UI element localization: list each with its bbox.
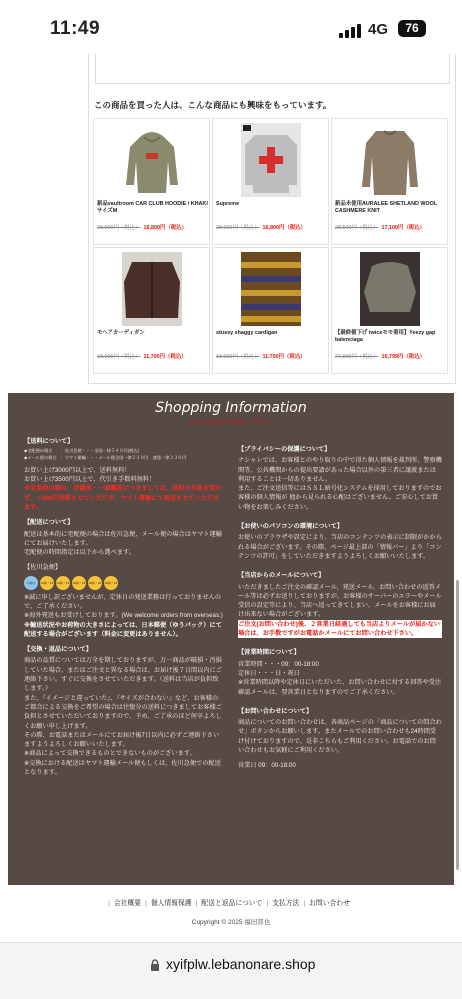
product-card[interactable] [331, 247, 448, 374]
sale-price: 16,800円（税込） [143, 225, 187, 231]
shipping-rate-line: ◆宅配便の場合 ：佐川急便・・・全国一律５４０円(税込) [24, 448, 139, 454]
product-name: Supreme [216, 201, 240, 207]
mail-text: いただきましたご注文の確認メール、発送メール、お問い合わせの返答メール等は必ずお送りしておりますが、お客様のサーバーのエラーやメール受信の設定等により、当店へ返ってきてしまい、メールをお客様にお届け出来ない場合がございます。 [238, 583, 442, 619]
delivery-heading: 【配送について】 [24, 519, 74, 527]
hours-text: 定休日・・・日・祝日 [238, 669, 300, 677]
time-slot: 12時～14 [40, 576, 54, 590]
delivery-text: 配送は基本的に宅配便の場合は佐川急便、メール便の場合はヤマト運輸にてお届けいたします。 [24, 530, 222, 547]
contact-text: 商品についてのお問い合わせは、各商品ページの「商品についての問合わせ」ボタンからお願いします。またメールでのお問い合わせも24時間受け付けておりますので、是非こちらもご利用ください。お電話でのお問い合わせもお気軽にご利用ください。 [238, 719, 442, 755]
old-price: 18,000円（税込） [216, 354, 260, 360]
yupack-notice: ※輸送状況やお荷物の大きさによっては、日本郵便（ゆうパック）にて配送する場合がございます（料金に変更はありません）。 [24, 621, 222, 638]
jacket-image [360, 252, 420, 326]
footer-link-contact[interactable]: お問い合わせ [309, 900, 350, 907]
shipping-heading: 【送料について】 [24, 438, 74, 445]
pc-heading: 【お使いのパソコンの環境について】 [238, 523, 343, 531]
time-slot: 18時～20 [88, 576, 102, 590]
product-card[interactable] [212, 118, 329, 245]
product-card[interactable] [93, 118, 210, 245]
sale-price: 11,700円（税込） [262, 354, 306, 360]
lock-icon [150, 959, 160, 971]
privacy-text: ナシャレでは、お客様とのやり取りの中で得た個人情報を裁判所、警察機関等、公共機関からの提出要請があった場合以外の第三者に譲渡または利用することは一切ありません。 [238, 457, 442, 483]
old-price: 28,000円（税込） [97, 225, 141, 231]
related-products-title: この商品を買った人は、こんな商品にも興味をもっています。 [94, 100, 332, 110]
info-title: Shopping Information [155, 400, 307, 416]
product-name: 新品未使用AURALEE SHETLAND WOOL CASHMERE KNIT [335, 201, 438, 215]
holiday-notice: ※誠に申し訳ございませんが、定休日の発送業務は行っておりませんので、ご了承ください。 [24, 593, 221, 610]
status-time: 11:49 [50, 18, 101, 39]
knit-sweater-image [360, 123, 420, 197]
signal-icon [339, 24, 361, 38]
contact-heading: 【お問い合わせについて】 [238, 707, 313, 715]
sweatshirt-grey-image [241, 123, 301, 197]
sale-price: 16,799円（税込） [381, 354, 425, 360]
hours-text: ※営業時間以降や定休日にいただいた、お問い合わせに対する回答や受注確認メールは、翌営業日となりますのでご了承ください。 [238, 679, 442, 696]
old-price: 27,999円（税込） [335, 354, 379, 360]
product-name: 【最終値下げ twiceモモ着用】Yeezy gap balenciaga [335, 330, 436, 344]
footer-links: | 会社概要 | 個人情報保護 | 配送と返品について | 支払方法 | お問い合わせ [108, 900, 350, 907]
old-price: 28,500円（税込） [335, 225, 379, 231]
exchange-text: その際、お電話またはメールにてお届け後7日以内に必ずご連絡下さいますようよろしくお願いいたします。 [24, 731, 220, 749]
info-right-column [238, 439, 442, 771]
time-slot: 午前中 [24, 576, 38, 590]
product-name: モヘアカーディガン [97, 330, 145, 336]
mail-warning: ご注文(お問い合わせ)後、２営業日経過しても当店よりメールが届かない場合は、お手数ですがお電話かメールにてお問い合わせ下さい。 [238, 620, 440, 638]
product-card[interactable] [93, 247, 210, 374]
footer-link-shipping[interactable]: 配送と返品について [201, 900, 263, 907]
exchange-text: また、『イメージと違っていた』、『サイズが合わない』など、お客様のご都合による交換をご希望の場合は往復分の送料につきましてお客様ご負担とさせていただいておりますので、予め、ご了承のほど何卒よろしくお願い申し上げます。 [24, 694, 222, 730]
privacy-text: また、ご注文送信等にはＳＳＬ暗号化システムを採用しておりますのでお客様の個人情報が 他から見られる心配はございません。ご安心してお買い物をお楽しみください。 [238, 485, 442, 511]
footer-link-company[interactable]: 会社概要 [113, 900, 142, 907]
product-name: stussy shaggy cardigan [216, 330, 278, 336]
mohair-cardigan-image [122, 252, 182, 326]
address-bar[interactable] [0, 942, 462, 999]
exchange-text: 商品の品質については万全を期しておりますが、万一商品が破損・汚損していた場合、またはご注文と異なる場合は、お届け後７日間以内にご連絡下さい。すぐに交換をさせていただきます。（送料は当店が負担致します。） [24, 657, 222, 693]
time-slot: 19時～21 [104, 576, 118, 590]
status-bar [0, 0, 462, 54]
sagawa-heading: 【佐川急便】 [24, 564, 62, 572]
pc-text: お使いのブラウザや設定により、当店のコンテンツの表示に制限がかかられる場合がございます。その際、ページ最上部の「情報バー」より「コンテンツの許可」をしていただきますようよろしくお願いいたします。 [238, 534, 442, 560]
shipping-rate-line: ◆メール便の場合 ：ヤマト運輸・・・メール便全国一律２２０円 速達一律３３０円 [24, 455, 187, 461]
mail-heading: 【当店からのメールについて】 [238, 572, 325, 580]
info-left-column [24, 431, 224, 777]
old-price: 28,000円（税込） [216, 225, 260, 231]
shopping-information-panel [8, 393, 454, 885]
contact-hours: 営業日 09：00-18:00 [238, 762, 296, 770]
overseas-notice: ※海外発送もお受けしております。(We welcome orders from overseas.) [24, 612, 223, 620]
okinawa-notice: ※宅急便の場合、沖縄県・一部離島につきましては、送料の有無を問わず、＋500円加算させていただき、ヤマト運輸にて発送させていただきます。 [24, 485, 222, 511]
url-text[interactable]: xyifplw.lebanonare.shop [166, 956, 316, 972]
striped-cardigan-image [241, 252, 301, 326]
hours-text: 営業時間・・・09：00-18:00 [238, 660, 319, 668]
hoodie-khaki-image [122, 123, 182, 197]
time-slot: 14時～16 [56, 576, 70, 590]
product-card[interactable] [212, 247, 329, 374]
sale-price: 11,700円（税込） [143, 354, 187, 360]
privacy-heading: 【プライバシーの保護について】 [238, 446, 331, 453]
network-type: 4G [368, 21, 389, 38]
free-shipping-line: お買い上げ3000円以上で、送料無料！ [24, 466, 131, 474]
copyright: Copyright © 2025 福田晋也 [191, 919, 271, 926]
product-name: 新品vaultroom CAR CLUB HOODIE / KHAKI サイズM [97, 201, 208, 215]
product-card[interactable] [331, 118, 448, 245]
info-subtitle: ご注文の前に必ずお読みください。 [186, 420, 275, 426]
time-slot-icons [24, 576, 224, 590]
exchange-heading: 【交換・返品について】 [24, 646, 92, 654]
old-price: 18,000円（税込） [97, 354, 141, 360]
free-cod-line: お買い上げ3500円以上で、代引き手数料無料！ [24, 476, 156, 484]
sale-price: 16,800円（税込） [262, 225, 306, 231]
sale-price: 17,100円（税込） [381, 225, 425, 231]
exchange-text: ※商品によって交換できるものとできないものがございます。 [24, 750, 196, 758]
time-slot: 16時～18 [72, 576, 86, 590]
footer-link-privacy[interactable]: 個人情報保護 [150, 900, 192, 907]
battery-icon: 76 [398, 20, 426, 37]
hours-heading: 【営業時間について】 [238, 649, 300, 657]
exchange-text: ※交換における配送はヤマト運輸メール便もしくは、佐川急便での配送となります。 [24, 759, 221, 777]
scrollbar[interactable] [456, 580, 459, 870]
previous-section-frame [95, 54, 450, 84]
footer-link-payment[interactable]: 支払方法 [272, 900, 300, 907]
delivery-time-text: 宅配便の時間指定は以下から選べます。 [24, 549, 135, 557]
